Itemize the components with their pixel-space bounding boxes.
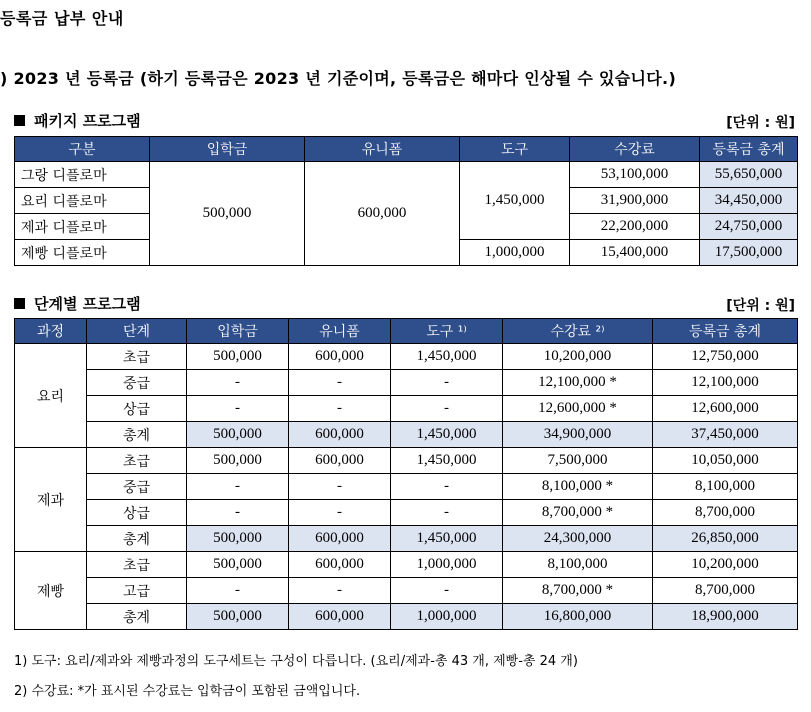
program-name: 그랑 디플로마 [15,162,150,188]
package-unit: [단위 : 원] [726,115,795,131]
uniform-fee: - [289,578,391,604]
uniform-fee: 600,000 [289,552,391,578]
stage-header-row [15,319,798,344]
level-name: 상급 [87,500,187,526]
table-row [15,604,798,630]
table-row [15,526,798,552]
stage-unit: [단위 : 원] [726,298,795,314]
header-cell: 등록금 총계 [653,319,798,344]
tools-fee: - [391,396,503,422]
header-cell: 입학금 [150,137,305,162]
package-header-row [15,137,798,162]
level-name: 총계 [87,526,187,552]
level-name: 고급 [87,578,187,604]
table-row [15,578,798,604]
total-fee: 8,700,000 [653,500,798,526]
table-row [15,552,798,578]
program-name: 요리 디플로마 [15,188,150,214]
entrance-fee: - [187,500,289,526]
tools-fee: - [391,500,503,526]
table-row [15,370,798,396]
level-name: 초급 [87,552,187,578]
package-heading: 패키지 프로그램 [14,110,141,131]
tuition-fee: 22,200,000 [570,214,700,240]
square-bullet-icon [14,298,25,309]
table-row [15,162,798,188]
tools-fee: 1,000,000 [391,604,503,630]
total-fee: 10,200,000 [653,552,798,578]
header-cell: 유니폼 [289,319,391,344]
level-name: 중급 [87,370,187,396]
tuition-fee: 16,800,000 [503,604,653,630]
table-row [15,474,798,500]
level-name: 초급 [87,344,187,370]
square-bullet-icon [14,115,25,126]
entrance-fee: 500,000 [187,422,289,448]
tools-fee: 1,450,000 [460,162,570,240]
entrance-fee: - [187,578,289,604]
entrance-fee: 500,000 [187,344,289,370]
program-name: 제과 디플로마 [15,214,150,240]
tuition-fee: 8,700,000 * [503,578,653,604]
uniform-fee: 600,000 [289,448,391,474]
course-name: 제빵 [15,552,87,630]
uniform-fee: - [289,370,391,396]
header-cell: 도구 ¹⁾ [391,319,503,344]
tools-fee: 1,450,000 [391,344,503,370]
table-row [15,422,798,448]
total-fee: 8,700,000 [653,578,798,604]
table-row [15,500,798,526]
uniform-fee: - [289,474,391,500]
total-fee: 34,450,000 [700,188,798,214]
level-name: 총계 [87,422,187,448]
tuition-fee: 24,300,000 [503,526,653,552]
program-name: 제빵 디플로마 [15,240,150,266]
uniform-fee: 600,000 [289,604,391,630]
level-name: 초급 [87,448,187,474]
total-fee: 12,100,000 [653,370,798,396]
stage-heading: 단계별 프로그램 [14,293,141,314]
uniform-fee: - [289,500,391,526]
footnote-1: 1) 도구: 요리/제과와 제빵과정의 도구세트는 구성이 다릅니다. (요리/제과-총 43 개, 제빵-총 24 개) [14,654,578,669]
uniform-fee: 600,000 [305,162,460,266]
tuition-fee: 53,100,000 [570,162,700,188]
tools-fee: 1,450,000 [391,422,503,448]
entrance-fee: 500,000 [187,448,289,474]
table-row [15,396,798,422]
tuition-fee: 12,600,000 * [503,396,653,422]
total-fee: 18,900,000 [653,604,798,630]
total-fee: 17,500,000 [700,240,798,266]
uniform-fee: 600,000 [289,422,391,448]
tuition-fee: 8,100,000 * [503,474,653,500]
header-cell: 유니폼 [305,137,460,162]
header-cell: 도구 [460,137,570,162]
total-fee: 10,050,000 [653,448,798,474]
entrance-fee: - [187,474,289,500]
header-cell: 등록금 총계 [700,137,798,162]
total-fee: 26,850,000 [653,526,798,552]
tools-fee: - [391,370,503,396]
header-cell: 과정 [15,319,87,344]
level-name: 중급 [87,474,187,500]
total-fee: 12,600,000 [653,396,798,422]
uniform-fee: 600,000 [289,526,391,552]
stage-table [14,318,798,630]
tools-fee: - [391,474,503,500]
tuition-fee: 31,900,000 [570,188,700,214]
entrance-fee: - [187,370,289,396]
tuition-fee: 12,100,000 * [503,370,653,396]
page-title: 등록금 납부 안내 [0,9,124,28]
page-subtitle: ) 2023 년 등록금 (하기 등록금은 2023 년 기준이며, 등록금은 해마다 인상될 수 있습니다.) [0,69,677,88]
package-table [14,136,798,266]
total-fee: 55,650,000 [700,162,798,188]
entrance-fee: - [187,396,289,422]
level-name: 상급 [87,396,187,422]
entrance-fee: 500,000 [150,162,305,266]
level-name: 총계 [87,604,187,630]
tuition-fee: 7,500,000 [503,448,653,474]
header-cell: 입학금 [187,319,289,344]
course-name: 제과 [15,448,87,552]
tools-fee: 1,450,000 [391,526,503,552]
tuition-fee: 34,900,000 [503,422,653,448]
tuition-fee: 10,200,000 [503,344,653,370]
uniform-fee: 600,000 [289,344,391,370]
table-row [15,344,798,370]
entrance-fee: 500,000 [187,526,289,552]
header-cell: 구분 [15,137,150,162]
header-cell: 수강료 ²⁾ [503,319,653,344]
tools-fee: 1,000,000 [460,240,570,266]
total-fee: 12,750,000 [653,344,798,370]
tuition-fee: 8,100,000 [503,552,653,578]
total-fee: 8,100,000 [653,474,798,500]
tools-fee: 1,000,000 [391,552,503,578]
tools-fee: 1,450,000 [391,448,503,474]
tuition-fee: 15,400,000 [570,240,700,266]
header-cell: 수강료 [570,137,700,162]
table-row [15,448,798,474]
entrance-fee: 500,000 [187,552,289,578]
course-name: 요리 [15,344,87,448]
header-cell: 단계 [87,319,187,344]
total-fee: 24,750,000 [700,214,798,240]
tuition-fee: 8,700,000 * [503,500,653,526]
entrance-fee: 500,000 [187,604,289,630]
uniform-fee: - [289,396,391,422]
total-fee: 37,450,000 [653,422,798,448]
footnote-2: 2) 수강료: *가 표시된 수강료는 입학금이 포함된 금액입니다. [14,684,361,699]
tools-fee: - [391,578,503,604]
